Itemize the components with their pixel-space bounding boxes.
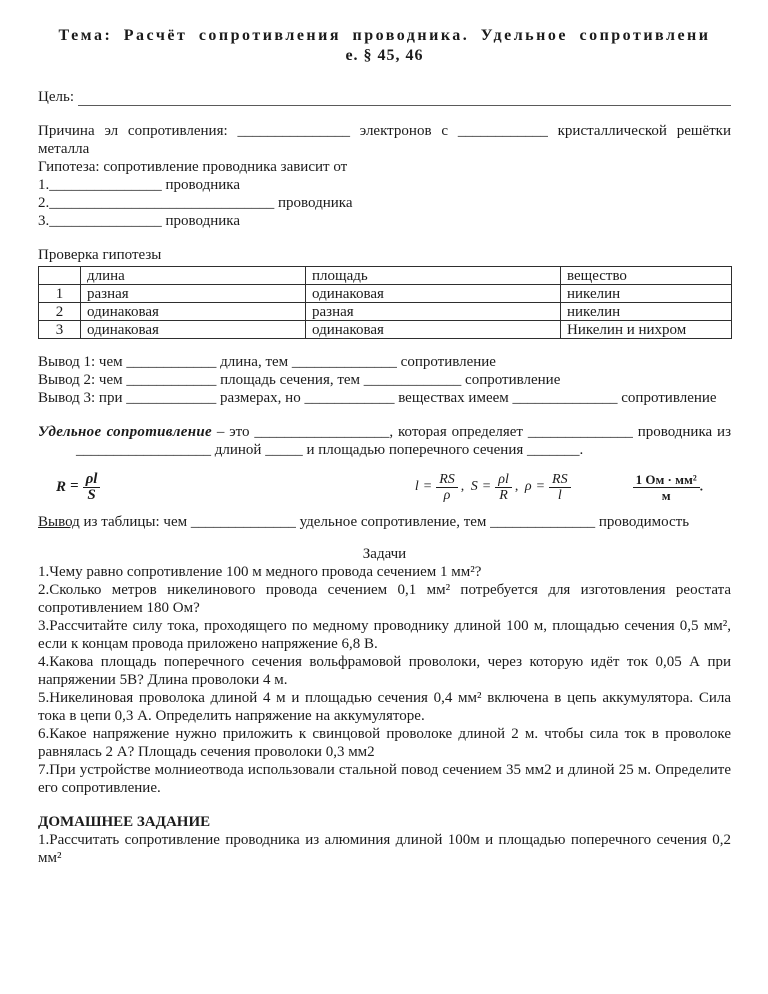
formula-lhs: R xyxy=(56,478,67,495)
comma-separator: , xyxy=(460,479,465,495)
main-resistance-formula xyxy=(56,472,100,503)
fraction-numerator: RS xyxy=(436,472,458,488)
row2-substance: никелин xyxy=(561,303,732,321)
fraction-numerator: 1 Ом · мм² xyxy=(633,472,700,488)
row1-length: разная xyxy=(81,285,306,303)
hypothesis-check-table xyxy=(38,266,732,339)
fraction-denominator: l xyxy=(557,487,562,503)
row3-num: 3 xyxy=(39,321,81,339)
fraction-denominator: R xyxy=(499,487,508,503)
fraction-denominator: ρ xyxy=(443,487,451,503)
row3-length: одинаковая xyxy=(81,321,306,339)
page-title-line2: е. § 45, 46 xyxy=(345,47,424,64)
formula-lhs: l xyxy=(414,479,419,495)
formula-row xyxy=(38,469,731,505)
task-item-5: 5.Никелиновая проволока длиной 4 м и площадью сечения 0,4 мм² включена в цепь аккумулятора. Сила тока в цепи 0,3 А. Определить напряжение на аккумуляторе. xyxy=(38,690,731,724)
tasks-heading: Задачи xyxy=(362,546,407,562)
homework-item-1: 1.Рассчитать сопротивление проводника из алюминия длиной 100м и площадью поперечного сечения 0,2 мм² xyxy=(38,832,731,866)
definition-line1-rest: – это __________________, которая определяет ______________ проводника из xyxy=(212,424,731,440)
goal-label: Цель: xyxy=(38,89,74,105)
table-row xyxy=(39,321,732,339)
formula-rho xyxy=(524,471,571,503)
task-item-7: 7.При устройстве молниеотвода использовали стальной повод сечением 35 мм2 и длиной 25 м. Определите его сопротивление. xyxy=(38,762,731,796)
hypothesis-item-3: 3._______________ проводника xyxy=(38,213,240,229)
definition-line1 xyxy=(38,423,731,441)
equals-sign: = xyxy=(481,479,492,495)
table-conclusion-underlined: Вывод xyxy=(38,514,80,530)
row1-num: 1 xyxy=(39,285,81,303)
goal-line xyxy=(38,88,731,106)
fraction-numerator: RS xyxy=(549,472,571,488)
hypothesis-item-2: 2.______________________________ проводника xyxy=(38,195,353,211)
definition-line2: __________________ длиной _____ и площадью поперечного сечения _______. xyxy=(76,442,584,458)
comma-separator: , xyxy=(514,479,519,495)
hypothesis-item-1: 1._______________ проводника xyxy=(38,177,240,193)
fraction xyxy=(83,472,101,503)
header-cell-length: длина xyxy=(81,267,306,285)
fraction xyxy=(436,472,458,503)
hypothesis-line: Гипотеза: сопротивление проводника зависит от xyxy=(38,159,348,175)
equals-sign: = xyxy=(70,478,79,495)
table-header-row xyxy=(39,267,732,285)
fraction xyxy=(549,472,571,503)
resistance-cause-line: Причина эл сопротивления: _______________ электронов с ____________ кристаллической решётки металла xyxy=(38,123,731,157)
formula-S xyxy=(470,471,512,503)
conclusion-2: Вывод 2: чем ____________ площадь сечения, тем _____________ сопротивление xyxy=(38,372,561,388)
header-cell-empty xyxy=(39,267,81,285)
formula-lhs: S xyxy=(470,479,478,495)
row3-area: одинаковая xyxy=(306,321,561,339)
table-conclusion-rest: из таблицы: чем ______________ удельное сопротивление, тем ______________ проводимость xyxy=(79,514,690,530)
homework-heading: ДОМАШНЕЕ ЗАДАНИЕ xyxy=(38,814,211,830)
header-cell-area: площадь xyxy=(306,267,561,285)
formula-lhs: ρ xyxy=(524,479,532,495)
fraction-numerator: ρl xyxy=(83,472,101,488)
task-item-2: 2.Сколько метров никелинового провода сечением 0,1 мм² потребуется для изготовления реостата сопротивлением 180 Ом? xyxy=(38,582,731,616)
fraction-denominator: S xyxy=(87,486,96,503)
fraction xyxy=(495,472,512,503)
row2-length: одинаковая xyxy=(81,303,306,321)
row2-num: 2 xyxy=(39,303,81,321)
fraction-numerator: ρl xyxy=(495,472,512,488)
task-item-6: 6.Какое напряжение нужно приложить к свинцовой проволоке длиной 2 м. чтобы сила ток в проволоке равнялась 2 А? Площадь сечения проволоки 0,3 мм2 xyxy=(38,726,731,760)
fraction xyxy=(633,472,700,503)
page-title xyxy=(38,26,731,66)
formula-l xyxy=(414,471,458,503)
fraction-denominator: м xyxy=(661,487,671,503)
unit-period: . xyxy=(699,477,703,493)
table-row xyxy=(39,303,732,321)
table-conclusion-line xyxy=(38,513,731,531)
goal-blank-line xyxy=(78,90,731,106)
equals-sign: = xyxy=(535,479,546,495)
task-item-4: 4.Какова площадь поперечного сечения вольфрамовой проволоки, через которую идёт ток 0,05 А при напряжении 5В? Длина проволоки 4 м. xyxy=(38,654,731,688)
conclusion-3: Вывод 3: при ____________ размерах, но ____________ веществах имеем ______________ сопротивление xyxy=(38,390,717,406)
row1-area: одинаковая xyxy=(306,285,561,303)
row1-substance: никелин xyxy=(561,285,732,303)
table-row xyxy=(39,285,732,303)
row3-substance: Никелин и нихром xyxy=(561,321,732,339)
equals-sign: = xyxy=(422,479,433,495)
derived-formulas xyxy=(415,472,571,503)
header-cell-substance: вещество xyxy=(561,267,732,285)
page-title-line1: Тема: Расчёт сопротивления проводника. Удельное сопротивлени xyxy=(58,27,711,44)
conclusion-1: Вывод 1: чем ____________ длина, тем ______________ сопротивление xyxy=(38,354,496,370)
task-item-1: 1.Чему равно сопротивление 100 м медного провода сечением 1 мм²? xyxy=(38,564,482,580)
table-caption: Проверка гипотезы xyxy=(38,247,162,263)
task-item-3: 3.Рассчитайте силу тока, проходящего по медному проводнику длиной 100 м, площадью сечения 0,5 мм², если к концам провода приложено напряжение 6,8 В. xyxy=(38,618,731,652)
definition-term: Удельное сопротивление xyxy=(38,424,212,440)
row2-area: разная xyxy=(306,303,561,321)
resistivity-definition xyxy=(38,423,731,459)
resistivity-unit xyxy=(633,472,703,503)
